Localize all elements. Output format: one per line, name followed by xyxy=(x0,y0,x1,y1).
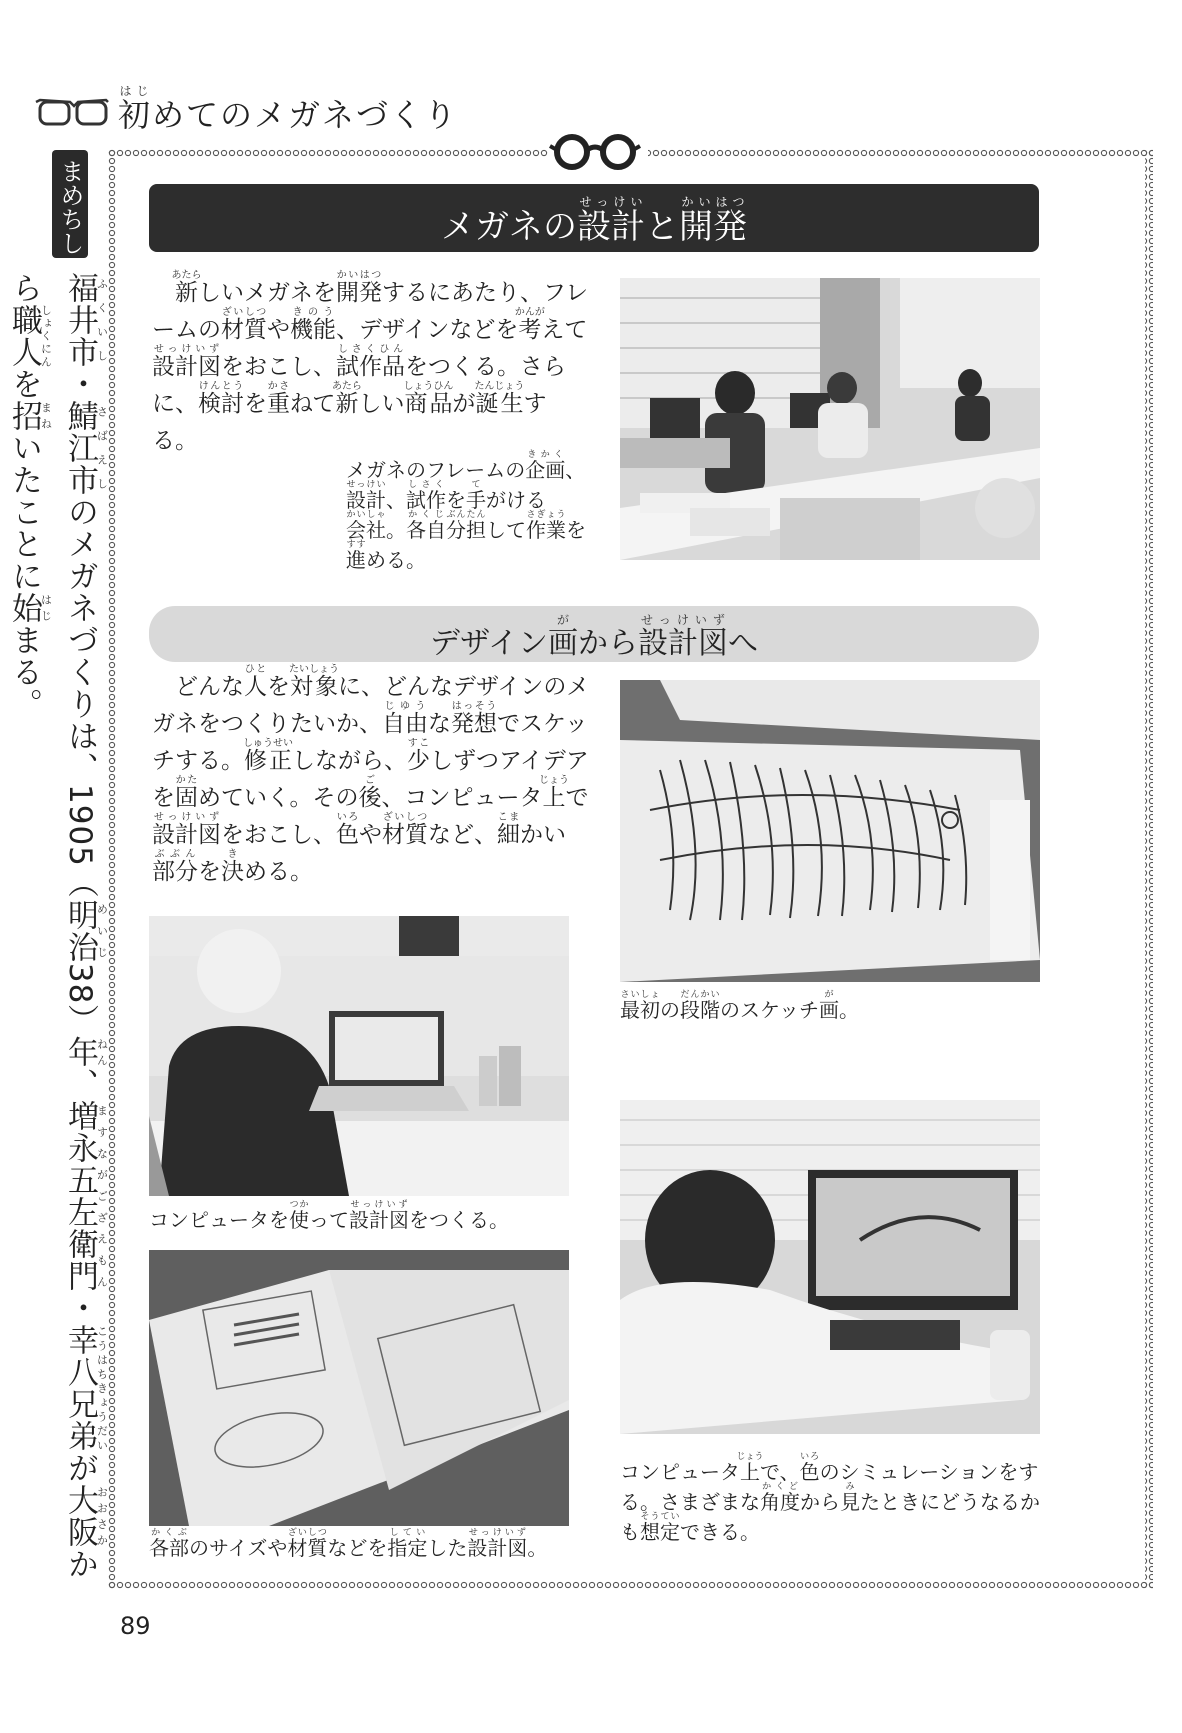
color-simulation-photo xyxy=(620,1100,1040,1434)
mamechishiki-label: まめちしき xyxy=(52,150,88,258)
section2-paragraph: どんな人ひとを対象たいしょうに、どんなデザインのメガネをつくりたいか、自由じゆうな発想はっそうでスケッチする。修正しゅうせいしながら、少すこしずつアイデアを固かためていく。その後ご、コンピュータ上じょうで設計図せっけいずをおこし、色いろや材質ざいしつなど、細こまかい部分ぶぶんを決きめる。 xyxy=(152,664,590,885)
office-photo xyxy=(620,278,1040,560)
sketch-photo xyxy=(620,680,1040,982)
blueprint-caption: 各部かくぶのサイズや材質ざいしつなどを指定していした設計図せっけいず。 xyxy=(149,1528,548,1560)
sketch-photo-caption: 最初さいしょの段階だんかいのスケッチ画が。 xyxy=(620,990,859,1022)
page-number: 89 xyxy=(120,1612,151,1640)
computer-design-caption: コンピュータを使つかって設計図せっけいずをつくる。 xyxy=(149,1200,509,1232)
section-heading-sketch-to-blueprint: デザイン画がから設計図せっけいずへ xyxy=(149,606,1039,662)
blueprint-photo xyxy=(149,1250,569,1526)
glasses-logo-icon xyxy=(34,92,110,132)
color-simulation-caption: コンピュータ上じょうで、色いろのシミュレーションをする。さまざまな角度かくどから見みたときにどうなるかも想定そうていできる。 xyxy=(620,1452,1040,1544)
section-heading-design-development: メガネの設計せっけいと開発かいはつ xyxy=(149,184,1039,252)
computer-design-photo xyxy=(149,916,569,1196)
mamechishiki-text: 福井市ふくいし・鯖江市さばえしのメガネづくりは、1905（明治めいじ38）年ねん、増永五左衛門ますながござえもん・幸八兄弟こうはちきょうだいが大阪おおさかから職人しょくにんを招まねいたことに始はじまる。 xyxy=(6,272,109,1581)
office-photo-caption: メガネのフレームの企画きかく、設計せっけい、試作しさくを手てがける会社かいしゃ。各自かくじ分担ぶんたんして作業さぎょうを進すすめる。 xyxy=(346,450,586,572)
section1-paragraph: 新あたらしいメガネを開発かいはつするにあたり、フレームの材質ざいしつや機能きのう、デザインなどを考かんがえて設計図せっけいずをおこし、試作品しさくひんをつくる。さらに、検討けんとうを重かさねて新あたらしい商品しょうひんが誕生たんじょうする。 xyxy=(152,270,589,454)
page-title: 初はじめてのメガネづくり xyxy=(118,84,459,134)
center-glasses-icon xyxy=(548,132,642,172)
